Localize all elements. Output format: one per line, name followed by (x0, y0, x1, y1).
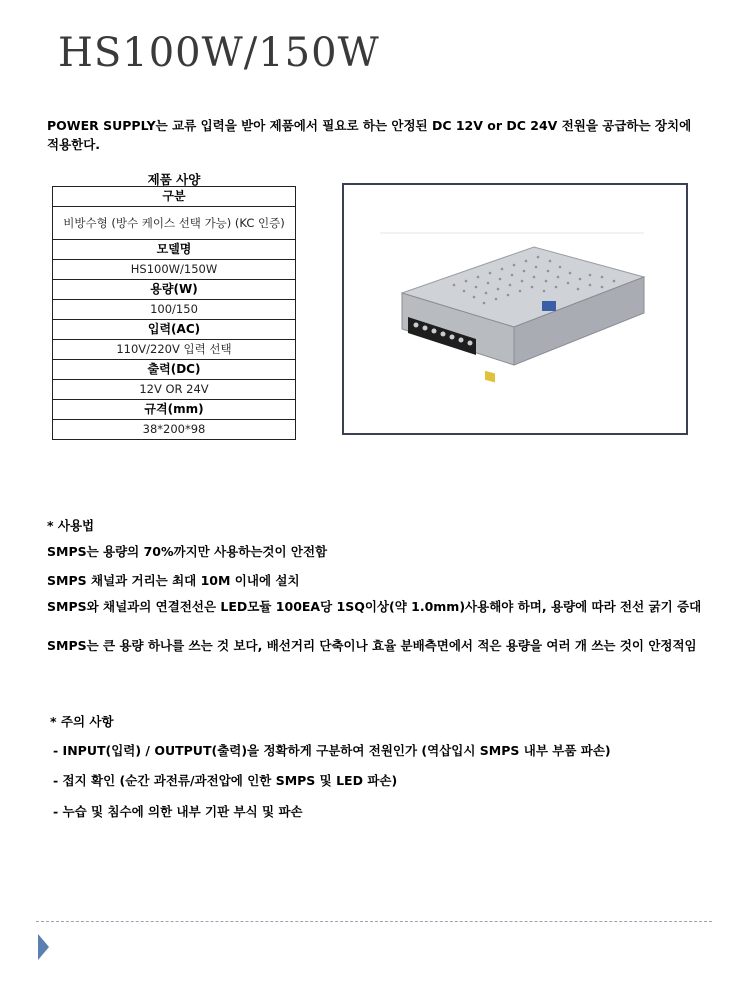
spec-label-model: 모델명 (53, 240, 296, 260)
usage-item: SMPS 채널과 거리는 최대 10M 이내에 설치 (47, 573, 300, 588)
spec-table (52, 186, 296, 440)
caution-item: - INPUT(입력) / OUTPUT(출력)을 정확하게 구분하여 전원인가 (역삽입시 SMPS 내부 부품 파손) (53, 743, 611, 758)
spec-value-dimensions: 38*200*98 (53, 420, 296, 440)
spec-value-capacity: 100/150 (53, 300, 296, 320)
power-supply-illustration (344, 185, 686, 433)
caution-item: - 누습 및 침수에 의한 내부 기판 부식 및 파손 (53, 804, 303, 819)
product-photo (342, 183, 688, 435)
spec-label-input: 입력(AC) (53, 320, 296, 340)
usage-item: SMPS는 큰 용량 하나를 쓰는 것 보다, 배선거리 단축이나 효율 분배측면에서 적은 용량을 여러 개 쓰는 것이 안정적임 (47, 638, 697, 653)
page-title: HS100W/150W (58, 30, 380, 76)
usage-item: SMPS와 채널과의 연결전선은 LED모듈 100EA당 1SQ이상(약 1.0mm)사용해야 하며, 용량에 따라 전선 굵기 증대 (47, 599, 702, 614)
usage-heading: * 사용법 (47, 518, 95, 533)
spec-value-model: HS100W/150W (53, 260, 296, 280)
caution-heading: * 주의 사항 (50, 714, 114, 729)
spec-label-capacity: 용량(W) (53, 280, 296, 300)
spec-label-dimensions: 규격(mm) (53, 400, 296, 420)
spec-label-output: 출력(DC) (53, 360, 296, 380)
spec-value-category: 비방수형 (방수 케이스 선택 가능) (KC 인증) (53, 207, 296, 240)
caution-item: - 접지 확인 (순간 과전류/과전압에 인한 SMPS 및 LED 파손) (53, 773, 398, 788)
spec-value-input: 110V/220V 입력 선택 (53, 340, 296, 360)
usage-item: SMPS는 용량의 70%까지만 사용하는것이 안전함 (47, 544, 328, 559)
play-triangle-icon (38, 934, 49, 960)
spec-table-caption: 제품 사양 (147, 172, 201, 187)
spec-label-category: 구분 (53, 187, 296, 207)
footer-divider (36, 921, 712, 922)
spec-value-output: 12V OR 24V (53, 380, 296, 400)
intro-paragraph: POWER SUPPLY는 교류 입력을 받아 제품에서 필요로 하는 안정된 DC 12V or DC 24V 전원을 공급하는 장치에 적용한다. (47, 118, 692, 152)
